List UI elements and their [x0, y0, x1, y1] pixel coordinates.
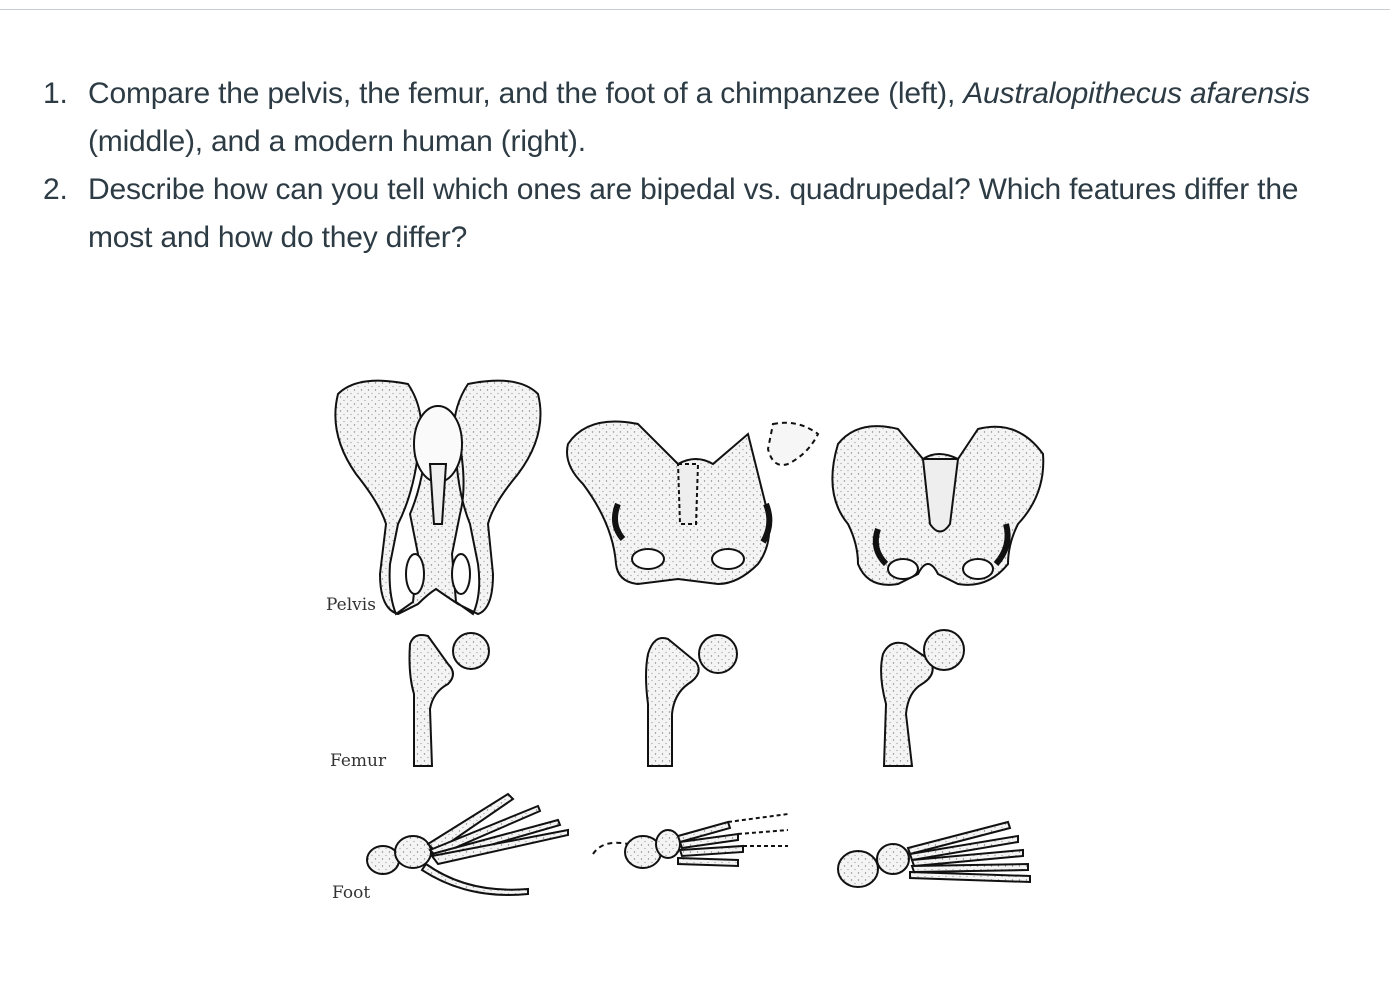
question-list	[40, 70, 1360, 262]
question-1-text-start: Compare the pelvis, the femur, and the foot of a chimpanzee (left),	[88, 77, 964, 110]
question-1-species-name: Australopithecus afarensis	[963, 77, 1310, 110]
question-1-text-end: (middle), and a modern human (right).	[88, 125, 586, 158]
question-1-number: 1.	[43, 77, 68, 110]
top-divider	[0, 9, 1390, 10]
question-2-number: 2.	[43, 173, 68, 206]
bone-comparison-figure	[318, 374, 1054, 904]
femur-label: Femur	[330, 751, 387, 771]
question-2	[40, 166, 1360, 262]
question-1	[40, 70, 1360, 166]
question-2-text: Describe how can you tell which ones are bipedal vs. quadrupedal? Which features differ the most and how do they differ?	[88, 173, 1299, 254]
foot-label: Foot	[332, 883, 371, 903]
pelvis-label: Pelvis	[326, 595, 376, 615]
bone-illustration	[318, 374, 1054, 904]
